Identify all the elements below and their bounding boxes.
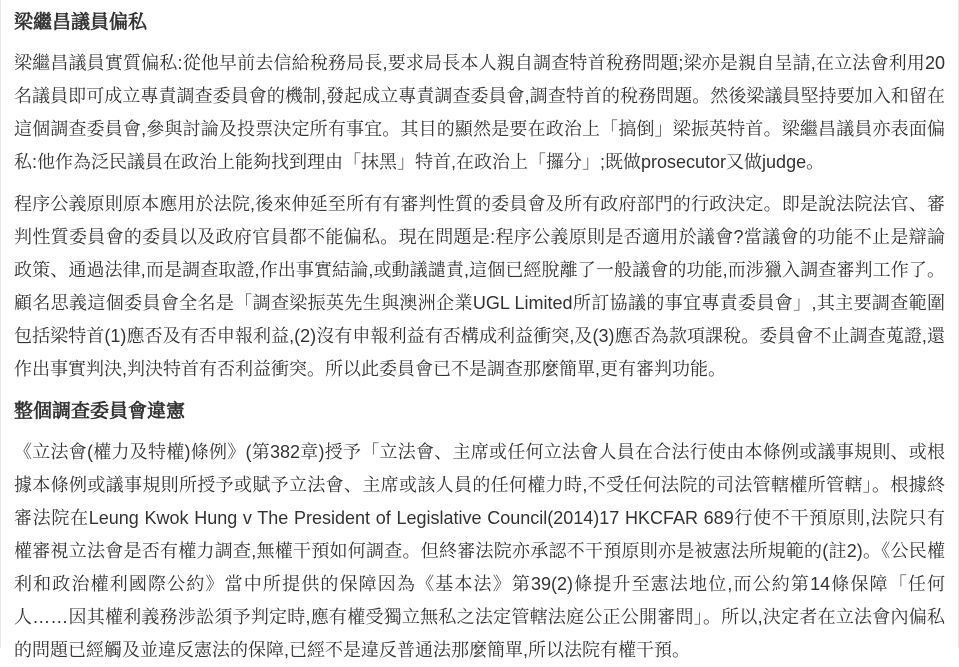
paragraph-procedural-justice: 程序公義原則原本應用於法院,後來伸延至所有有審判性質的委員會及所有政府部門的行政決定。即是說法院法官、審判性質委員會的委員以及政府官員都不能偏私。現在問題是:程序公義原則是否適用於議會?當議會的功能不止是辯論政策、通過法律,而是調查取證,作出事實結論,或動議譴責,這個已經脫離了一般議會的功能,而涉獵入調查審判工作了。顧名思義這個委員會全名是「調查梁振英先生與澳洲企業UGL Limited所訂協議的事宜專責委員會」,其主要調查範圍包括梁特首(1)應否及有否申報利益,(2)沒有申報利益有否構成利益衝突,及(3)應否為款項課稅。委員會不止調查蒐證,還作出事實判決,判決特首有否利益衝突。所以此委員會已不是調查那麼簡單,更有審判功能。: [14, 194, 945, 379]
section-heading-bias: 梁繼昌議員偏私: [14, 12, 148, 33]
paragraph-legco-ordinance: 《立法會(權力及特權)條例》(第382章)授予「立法會、主席或任何立法會人員在合法行使由本條例或議事規則、或根據本條例或議事規則所授予或賦予立法會、主席或該人員的任何權力時,不受任何法院的司法管轄權所管轄」。根據終審法院在Leung Kwok Hung v The President of Legislative Council(2014)17 HKCFAR 689行使不干預原則,法院只有權審視立法會是否有權力調查,無權干預如何調查。但終審法院亦承認不干預原則亦是被憲法所規範的(註2)。《公民權利和政治權利國際公約》當中所提供的保障因為《基本法》第39(2)條提升至憲法地位,而公約第14條保障「任何人……因其權利義務涉訟須予判定時,應有權受獨立無私之法定管轄法庭公正公開審問」。所以,決定者在立法會內偏私的問題已經觸及並違反憲法的保障,已經不是違反普通法那麼簡單,所以法院有權干預。: [14, 442, 945, 660]
paragraph-substantive-bias: 梁繼昌議員實質偏私:從他早前去信給稅務局長,要求局長本人親自調查特首稅務問題;梁亦是親自呈請,在立法會利用20名議員即可成立專責調查委員會的機制,發起成立專責調查委員會,調查特首的稅務問題。然後梁議員堅持要加入和留在這個調查委員會,參與討論及投票決定所有事宜。其目的顯然是要在政治上「搞倒」梁振英特首。梁繼昌議員亦表面偏私:他作為泛民議員在政治上能夠找到理由「抹黑」特首,在政治上「攞分」;既做prosecutor又做judge。: [14, 53, 945, 172]
section-heading-unconstitutional: 整個調查委員會違憲: [14, 401, 186, 422]
